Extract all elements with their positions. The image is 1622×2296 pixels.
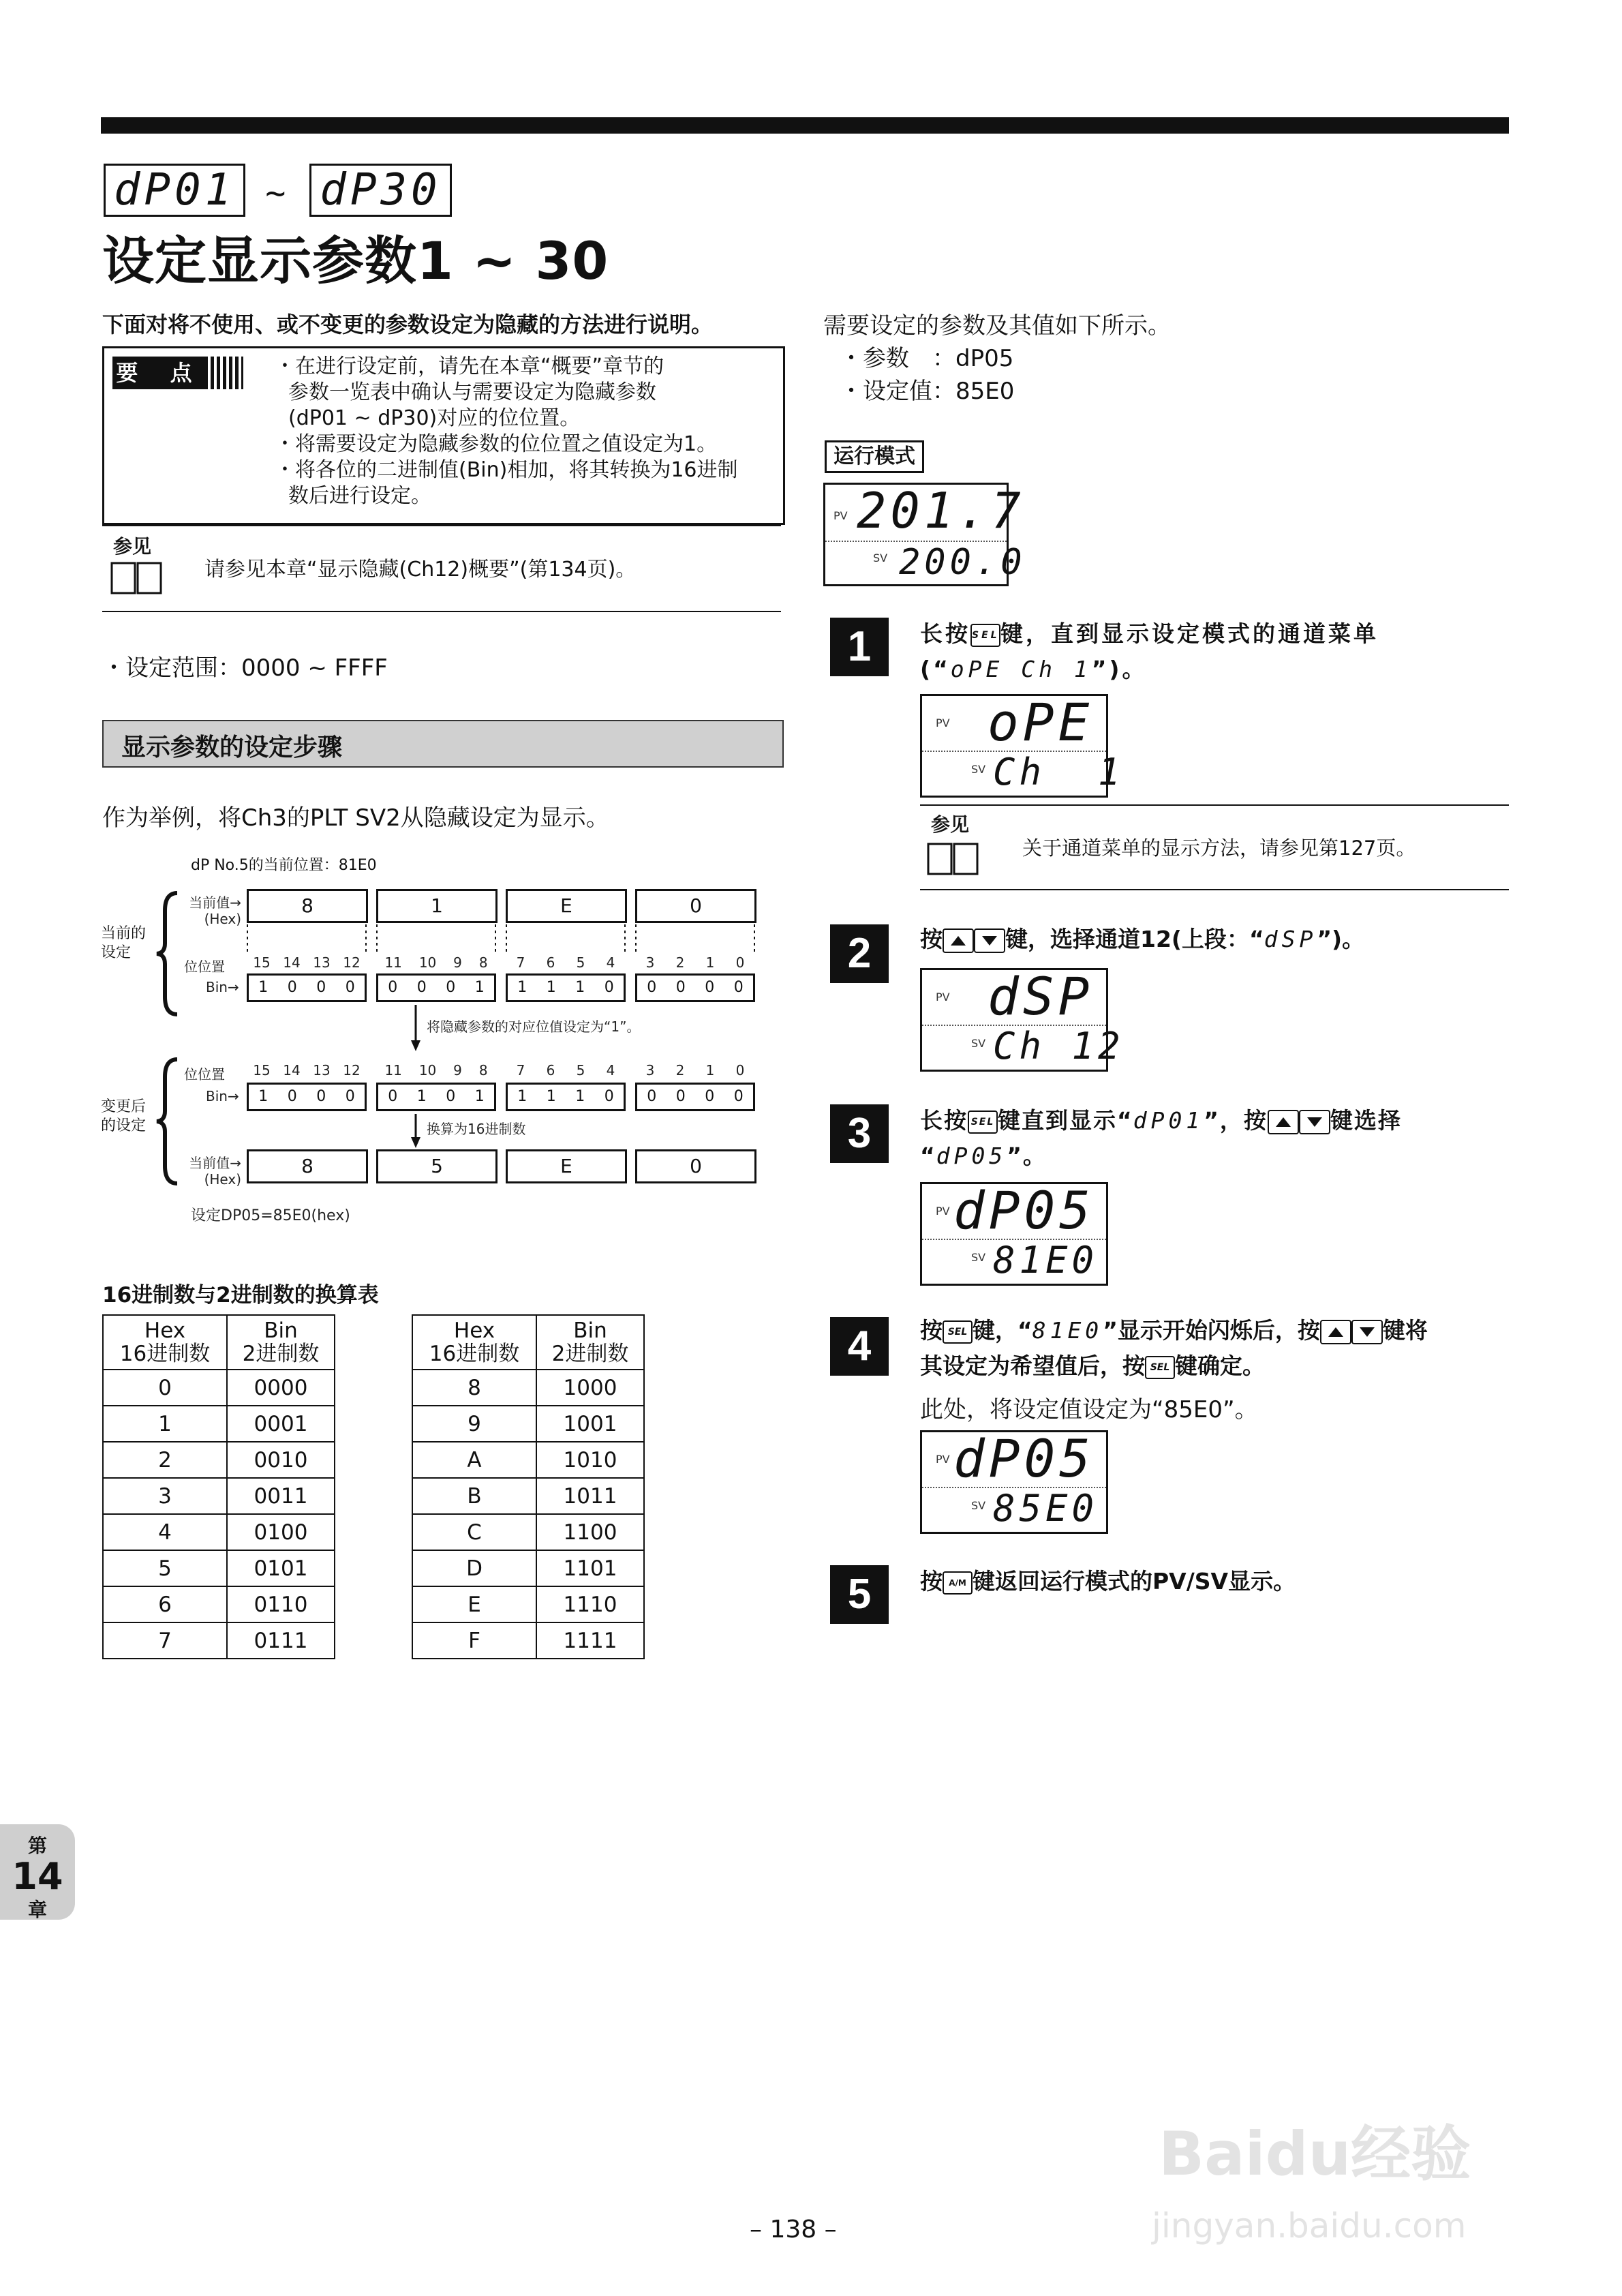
setting-range: ・设定范围：0000 ~ FFFF <box>102 654 388 682</box>
brace-after <box>154 1057 181 1186</box>
hex-cell: 0 <box>635 1149 756 1183</box>
table-row: 2 0010 <box>103 1442 335 1478</box>
ref-rule-top <box>102 525 781 526</box>
hex-cell: E <box>506 1149 627 1183</box>
intro-lead: 下面对将不使用、或不变更的参数设定为隐藏的方法进行说明。 <box>102 312 714 337</box>
bit-group: 1 1 1 0 <box>506 973 626 1002</box>
col-bin-header: Bin 2进制数 <box>227 1315 335 1370</box>
top-rule <box>101 117 1509 134</box>
hex-cell: 1 <box>376 889 498 923</box>
current-label-line: 设定 <box>101 944 132 961</box>
pv-value: dP05 <box>953 1428 1095 1489</box>
bin-label: Bin→ <box>206 979 239 995</box>
chapter-top: 第 <box>27 1834 47 1857</box>
section-bar <box>102 720 784 768</box>
need-line: 需要设定的参数及其值如下所示。 <box>823 312 1171 339</box>
current-value-label: 当前值→ <box>189 894 241 911</box>
sv-value: 200.0 <box>899 542 1026 583</box>
down-key-icon <box>1351 1320 1383 1344</box>
bit-group: 1 1 1 0 <box>506 1083 626 1111</box>
book-icon <box>925 839 980 878</box>
ref-label: 参见 <box>113 535 152 558</box>
step-3-display <box>920 1182 1108 1286</box>
code-tilde: ~ <box>265 173 290 213</box>
table-row: B 1011 <box>412 1478 644 1514</box>
table-row: 4 0100 <box>103 1514 335 1550</box>
section-title: 显示参数的设定步骤 <box>121 734 343 761</box>
watermark-url: jingyan.baidu.com <box>1152 2206 1467 2246</box>
table-row: E 1110 <box>412 1586 644 1622</box>
sel-key-icon: SEL <box>968 1111 998 1134</box>
bit-group: 1 0 0 0 <box>247 973 367 1002</box>
sel-key-icon: SEL <box>1145 1356 1175 1379</box>
step-note-2: 换算为16进制数 <box>427 1121 526 1137</box>
step-number: 4 <box>830 1317 889 1376</box>
bitpos-group: 7 6 5 4 <box>516 954 615 971</box>
after-value-label: 当前值→ <box>189 1155 241 1171</box>
bit-group: 0 0 0 0 <box>635 1083 755 1111</box>
pv-value: oPE <box>988 692 1094 753</box>
hex-label: (Hex) <box>204 911 241 927</box>
bitpos-group: 3 2 1 0 <box>645 954 745 971</box>
table-row: 6 0110 <box>103 1586 335 1622</box>
bit-group: 0 0 0 0 <box>635 973 755 1002</box>
current-value-labels <box>184 894 241 927</box>
keypoint-text <box>275 354 772 509</box>
step-number: 5 <box>830 1565 889 1624</box>
dashed-guides-1 <box>247 924 759 952</box>
sv-value: 85E0 <box>993 1487 1099 1530</box>
pv-label: PV <box>936 991 950 1003</box>
keypoint-line: 数后进行设定。 <box>288 484 431 508</box>
up-key-icon <box>1268 1110 1299 1134</box>
diagram-caption: dP No.5的当前位置：81E0 <box>191 857 377 874</box>
pv-label: PV <box>936 1205 950 1218</box>
up-key-icon <box>1320 1320 1351 1344</box>
keypoint-line: ・在进行设定前，请先在本章“概要”章节的 <box>275 354 664 378</box>
bit-positions-row-1 <box>247 954 759 972</box>
bitpos-label-2: 位位置 <box>184 1066 225 1083</box>
up-key-icon <box>943 928 974 953</box>
code-start: dP01 <box>104 164 245 217</box>
page-number: – 138 – <box>750 2216 837 2244</box>
conversion-table-right <box>412 1314 645 1659</box>
table-row: 1 0001 <box>103 1406 335 1442</box>
sv-value: Ch 1 <box>993 751 1124 794</box>
ref-text: 请参见本章“显示隐藏(Ch12)概要”(第134页)。 <box>204 558 637 581</box>
down-arrow-1 <box>409 1005 423 1053</box>
hex-label: (Hex) <box>204 1171 241 1188</box>
step1-ref-rule-top <box>920 804 1509 806</box>
watermark-brand: Baidu经验 <box>1159 2119 1471 2189</box>
bit-group: 1 0 0 0 <box>247 1083 367 1111</box>
col-hex-header: Hex 16进制数 <box>412 1315 536 1370</box>
step-2-display <box>920 966 1124 1072</box>
chapter-tab <box>0 1824 75 1920</box>
hex-cell: 8 <box>247 889 368 923</box>
step-3-text: 长按 SEL 键直到显示“dP01”，按 键选择 “dP05”。 <box>920 1107 1402 1169</box>
bit-group: 0 1 0 1 <box>376 1083 496 1111</box>
current-setting-label <box>101 924 146 963</box>
table-row: 7 0111 <box>103 1622 335 1659</box>
after-bits-row <box>247 1083 759 1111</box>
step-1-display <box>920 692 1124 798</box>
pv-label: PV <box>936 716 950 729</box>
down-arrow-2 <box>409 1114 423 1149</box>
run-mode-display <box>823 482 1026 586</box>
step-5-text: 按 A/M 键返回运行模式的PV/SV显示。 <box>920 1568 1296 1595</box>
step-number: 2 <box>830 924 889 983</box>
chapter-number: 14 <box>12 1855 63 1898</box>
step-1-text: 长按 SEL键，直到显示设定模式的通道菜单 (“oPE Ch 1”)。 <box>920 620 1379 682</box>
keypoint-barcode-icon <box>211 357 243 389</box>
bitpos-group: 3 2 1 0 <box>645 1062 745 1078</box>
table-row: 9 1001 <box>412 1406 644 1442</box>
example-text: 作为举例，将Ch3的PLT SV2从隐藏设定为显示。 <box>102 804 609 832</box>
step-2-text: 按 键，选择通道12(上段：“dSP”)。 <box>920 926 1365 952</box>
col-bin-header: Bin 2进制数 <box>536 1315 644 1370</box>
sel-key-icon: SEL <box>943 1320 973 1344</box>
hex-cell: E <box>506 889 627 923</box>
table-row: 8 1000 <box>412 1370 644 1406</box>
pv-value: dSP <box>988 966 1094 1027</box>
pv-label: PV <box>936 1453 950 1466</box>
conversion-title: 16进制数与2进制数的换算表 <box>102 1283 379 1308</box>
down-key-icon <box>974 928 1005 953</box>
keypoint-line: ・将需要设定为隐藏参数的位位置之值设定为1。 <box>275 432 718 456</box>
chapter-bottom: 章 <box>27 1899 47 1921</box>
table-row: A 1010 <box>412 1442 644 1478</box>
diagram-result: 设定DP05=85E0(hex) <box>191 1207 350 1224</box>
am-key-icon: A/M <box>943 1571 973 1595</box>
step-4-display <box>920 1430 1108 1534</box>
bitpos-group: 11 10 9 8 <box>384 1062 488 1078</box>
table-row: C 1100 <box>412 1514 644 1550</box>
keypoint-box <box>102 346 785 525</box>
required-params <box>823 309 1171 408</box>
table-row: 0 0000 <box>103 1370 335 1406</box>
step1-ref-rule-bottom <box>920 889 1509 890</box>
step-note-1: 将隐藏参数的对应位值设定为“1”。 <box>427 1018 641 1035</box>
sv-value: 81E0 <box>993 1239 1099 1282</box>
sv-label: SV <box>971 1037 986 1050</box>
code-end: dP30 <box>309 164 451 217</box>
value-line: ・设定值：85E0 <box>840 378 1015 405</box>
after-label-line: 的设定 <box>101 1117 147 1134</box>
step1-ref-text: 关于通道菜单的显示方法，请参见第127页。 <box>1022 836 1416 860</box>
hex-cell: 0 <box>635 889 756 923</box>
keypoint-line: (dP01 ~ dP30)对应的位位置。 <box>288 406 581 430</box>
current-label-line: 当前的 <box>101 925 147 942</box>
brace-current <box>154 890 181 1017</box>
sv-label: SV <box>971 1499 986 1512</box>
col-hex-header: Hex 16进制数 <box>103 1315 227 1370</box>
book-icon <box>109 558 164 597</box>
header-codes <box>104 164 452 217</box>
current-hex-row <box>247 889 759 922</box>
mode-label: 运行模式 <box>825 440 924 473</box>
down-key-icon <box>1299 1110 1330 1134</box>
after-label-line: 变更后 <box>101 1098 147 1115</box>
param-line: ・参数 ：dP05 <box>840 345 1014 372</box>
keypoint-line: ・将各位的二进制值(Bin)相加，将其转换为16进制 <box>275 458 738 482</box>
keypoint-line: 参数一览表中确认与需要设定为隐藏参数 <box>288 380 656 404</box>
step-number: 3 <box>830 1104 889 1163</box>
table-row: D 1101 <box>412 1550 644 1586</box>
pv-label: PV <box>833 509 848 522</box>
hex-cell: 8 <box>247 1149 368 1183</box>
table-row: 3 0011 <box>103 1478 335 1514</box>
after-hex-row <box>247 1149 759 1182</box>
step-4-text: 按 SEL 键，“81E0”显示开始闪烁后，按 键将 其设定为希望值后，按 SEL 键确定。 <box>920 1317 1428 1379</box>
after-value-labels <box>184 1155 241 1188</box>
after-setting-label <box>101 1098 146 1136</box>
bitpos-group: 7 6 5 4 <box>516 1062 615 1078</box>
step-number: 1 <box>830 618 889 676</box>
ref-rule-bottom <box>102 611 781 612</box>
pv-value: 201.7 <box>857 482 1025 539</box>
step-4-note: 此处，将设定值设定为“85E0”。 <box>920 1396 1258 1423</box>
bitpos-label: 位位置 <box>184 958 225 975</box>
step1-ref-label: 参见 <box>931 813 970 836</box>
bit-positions-row-2 <box>247 1062 759 1080</box>
keypoint-label: 要 点 <box>112 357 208 389</box>
bit-group: 0 0 0 1 <box>376 973 496 1002</box>
sv-label: SV <box>971 1251 986 1264</box>
bitpos-group: 15 14 13 12 <box>253 1062 361 1078</box>
bitpos-group: 15 14 13 12 <box>253 954 361 971</box>
current-bits-row <box>247 973 759 1002</box>
bin-label-2: Bin→ <box>206 1088 239 1104</box>
sv-value: Ch 12 <box>993 1025 1124 1068</box>
hex-cell: 5 <box>376 1149 498 1183</box>
bitpos-group: 11 10 9 8 <box>384 954 488 971</box>
page-title: 设定显示参数1 ~ 30 <box>102 230 609 291</box>
pv-value: dP05 <box>953 1180 1095 1241</box>
sv-label: SV <box>873 552 888 564</box>
table-row: F 1111 <box>412 1622 644 1659</box>
conversion-table-left <box>102 1314 335 1659</box>
sel-key-icon: SEL <box>970 624 1000 647</box>
table-row: 5 0101 <box>103 1550 335 1586</box>
sv-label: SV <box>971 763 986 776</box>
